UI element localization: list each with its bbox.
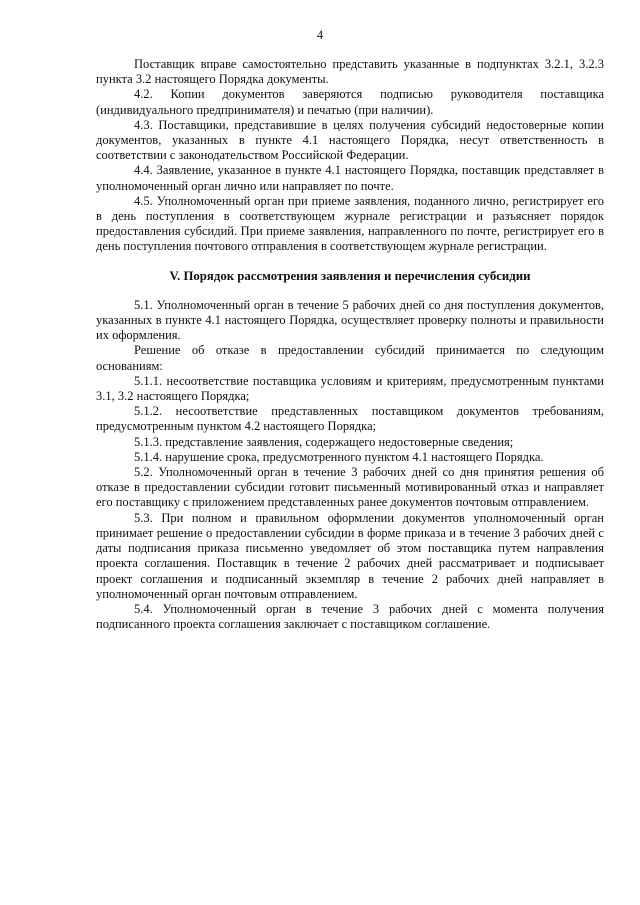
paragraph-5-3: 5.3. При полном и правильном оформлении документов уполномоченный орган принимает решение о предоставлении субсидии в форме приказа и в течение 3 рабочих дней с даты подписания приказа письменно уведомляет об этом поставщика путем направления проекта соглашения. Поставщик в течение 2 рабочих дней рассматривает и подписывает проект соглашения и подписанный экземпляр в течение 2 рабочих дней направляет в уполномоченный орган почтовым отправлением. [96, 510, 604, 601]
document-body [96, 57, 604, 632]
paragraph-4-4: 4.4. Заявление, указанное в пункте 4.1 настоящего Порядка, поставщик представляет в уполномоченный орган лично или направляет по почте. [96, 163, 604, 193]
paragraph-5-1-1: 5.1.1. несоответствие поставщика условиям и критериям, предусмотренным пунктами 3.1, 3.2 настоящего Порядка; [96, 373, 604, 404]
paragraph-5-2: 5.2. Уполномоченный орган в течение 3 рабочих дней со дня принятия решения об отказе в предоставлении субсидии готовит письменный мотивированный отказ и направляет его поставщику с приложением представленных ранее документов почтовым отправлением. [96, 465, 604, 510]
paragraph-5-4: 5.4. Уполномоченный орган в течение 3 рабочих дней с момента получения подписанного проекта соглашения заключает с поставщиком соглашение. [96, 601, 604, 632]
paragraph-4-5: 4.5. Уполномоченный орган при приеме заявления, поданного лично, регистрирует его в день поступления в соответствующем журнале регистрации и разъясняет порядок предоставления субсидий. При приеме заявления, направленного по почте, регистрирует его в день поступления почтового отправления в соответствующем журнале регистрации. [96, 193, 604, 254]
paragraph-5-1-refusal-grounds: Решение об отказе в предоставлении субсидий принимается по следующим основаниям: [96, 343, 604, 373]
paragraph-4-1-note: Поставщик вправе самостоятельно представить указанные в подпунктах 3.2.1, 3.2.3 пункта 3.2 настоящего Порядка документы. [96, 57, 604, 87]
paragraph-5-1-2: 5.1.2. несоответствие представленных поставщиком документов требованиям, предусмотренным пунктом 4.2 настоящего Порядка; [96, 404, 604, 434]
section-5-heading: V. Порядок рассмотрения заявления и перечисления субсидии [169, 268, 531, 283]
page-number: 4 [316, 28, 324, 42]
paragraph-5-1: 5.1. Уполномоченный орган в течение 5 рабочих дней со дня поступления документов, указанных в пункте 4.1 настоящего Порядка, осуществляет проверку полноты и правильности их оформления. [96, 297, 604, 343]
paragraph-5-1-4: 5.1.4. нарушение срока, предусмотренного пунктом 4.1 настоящего Порядка. [134, 449, 544, 464]
paragraph-4-3: 4.3. Поставщики, представившие в целях получения субсидий недостоверные копии документов, указанных в пункте 4.1 настоящего Порядка, несут ответственность в соответствии с законодательством Российской Федерации. [96, 117, 604, 163]
paragraph-5-1-3: 5.1.3. представление заявления, содержащего недостоверные сведения; [134, 434, 514, 449]
paragraph-4-2: 4.2. Копии документов заверяются подписью руководителя поставщика (индивидуального предпринимателя) и печатью (при наличии). [96, 87, 604, 117]
